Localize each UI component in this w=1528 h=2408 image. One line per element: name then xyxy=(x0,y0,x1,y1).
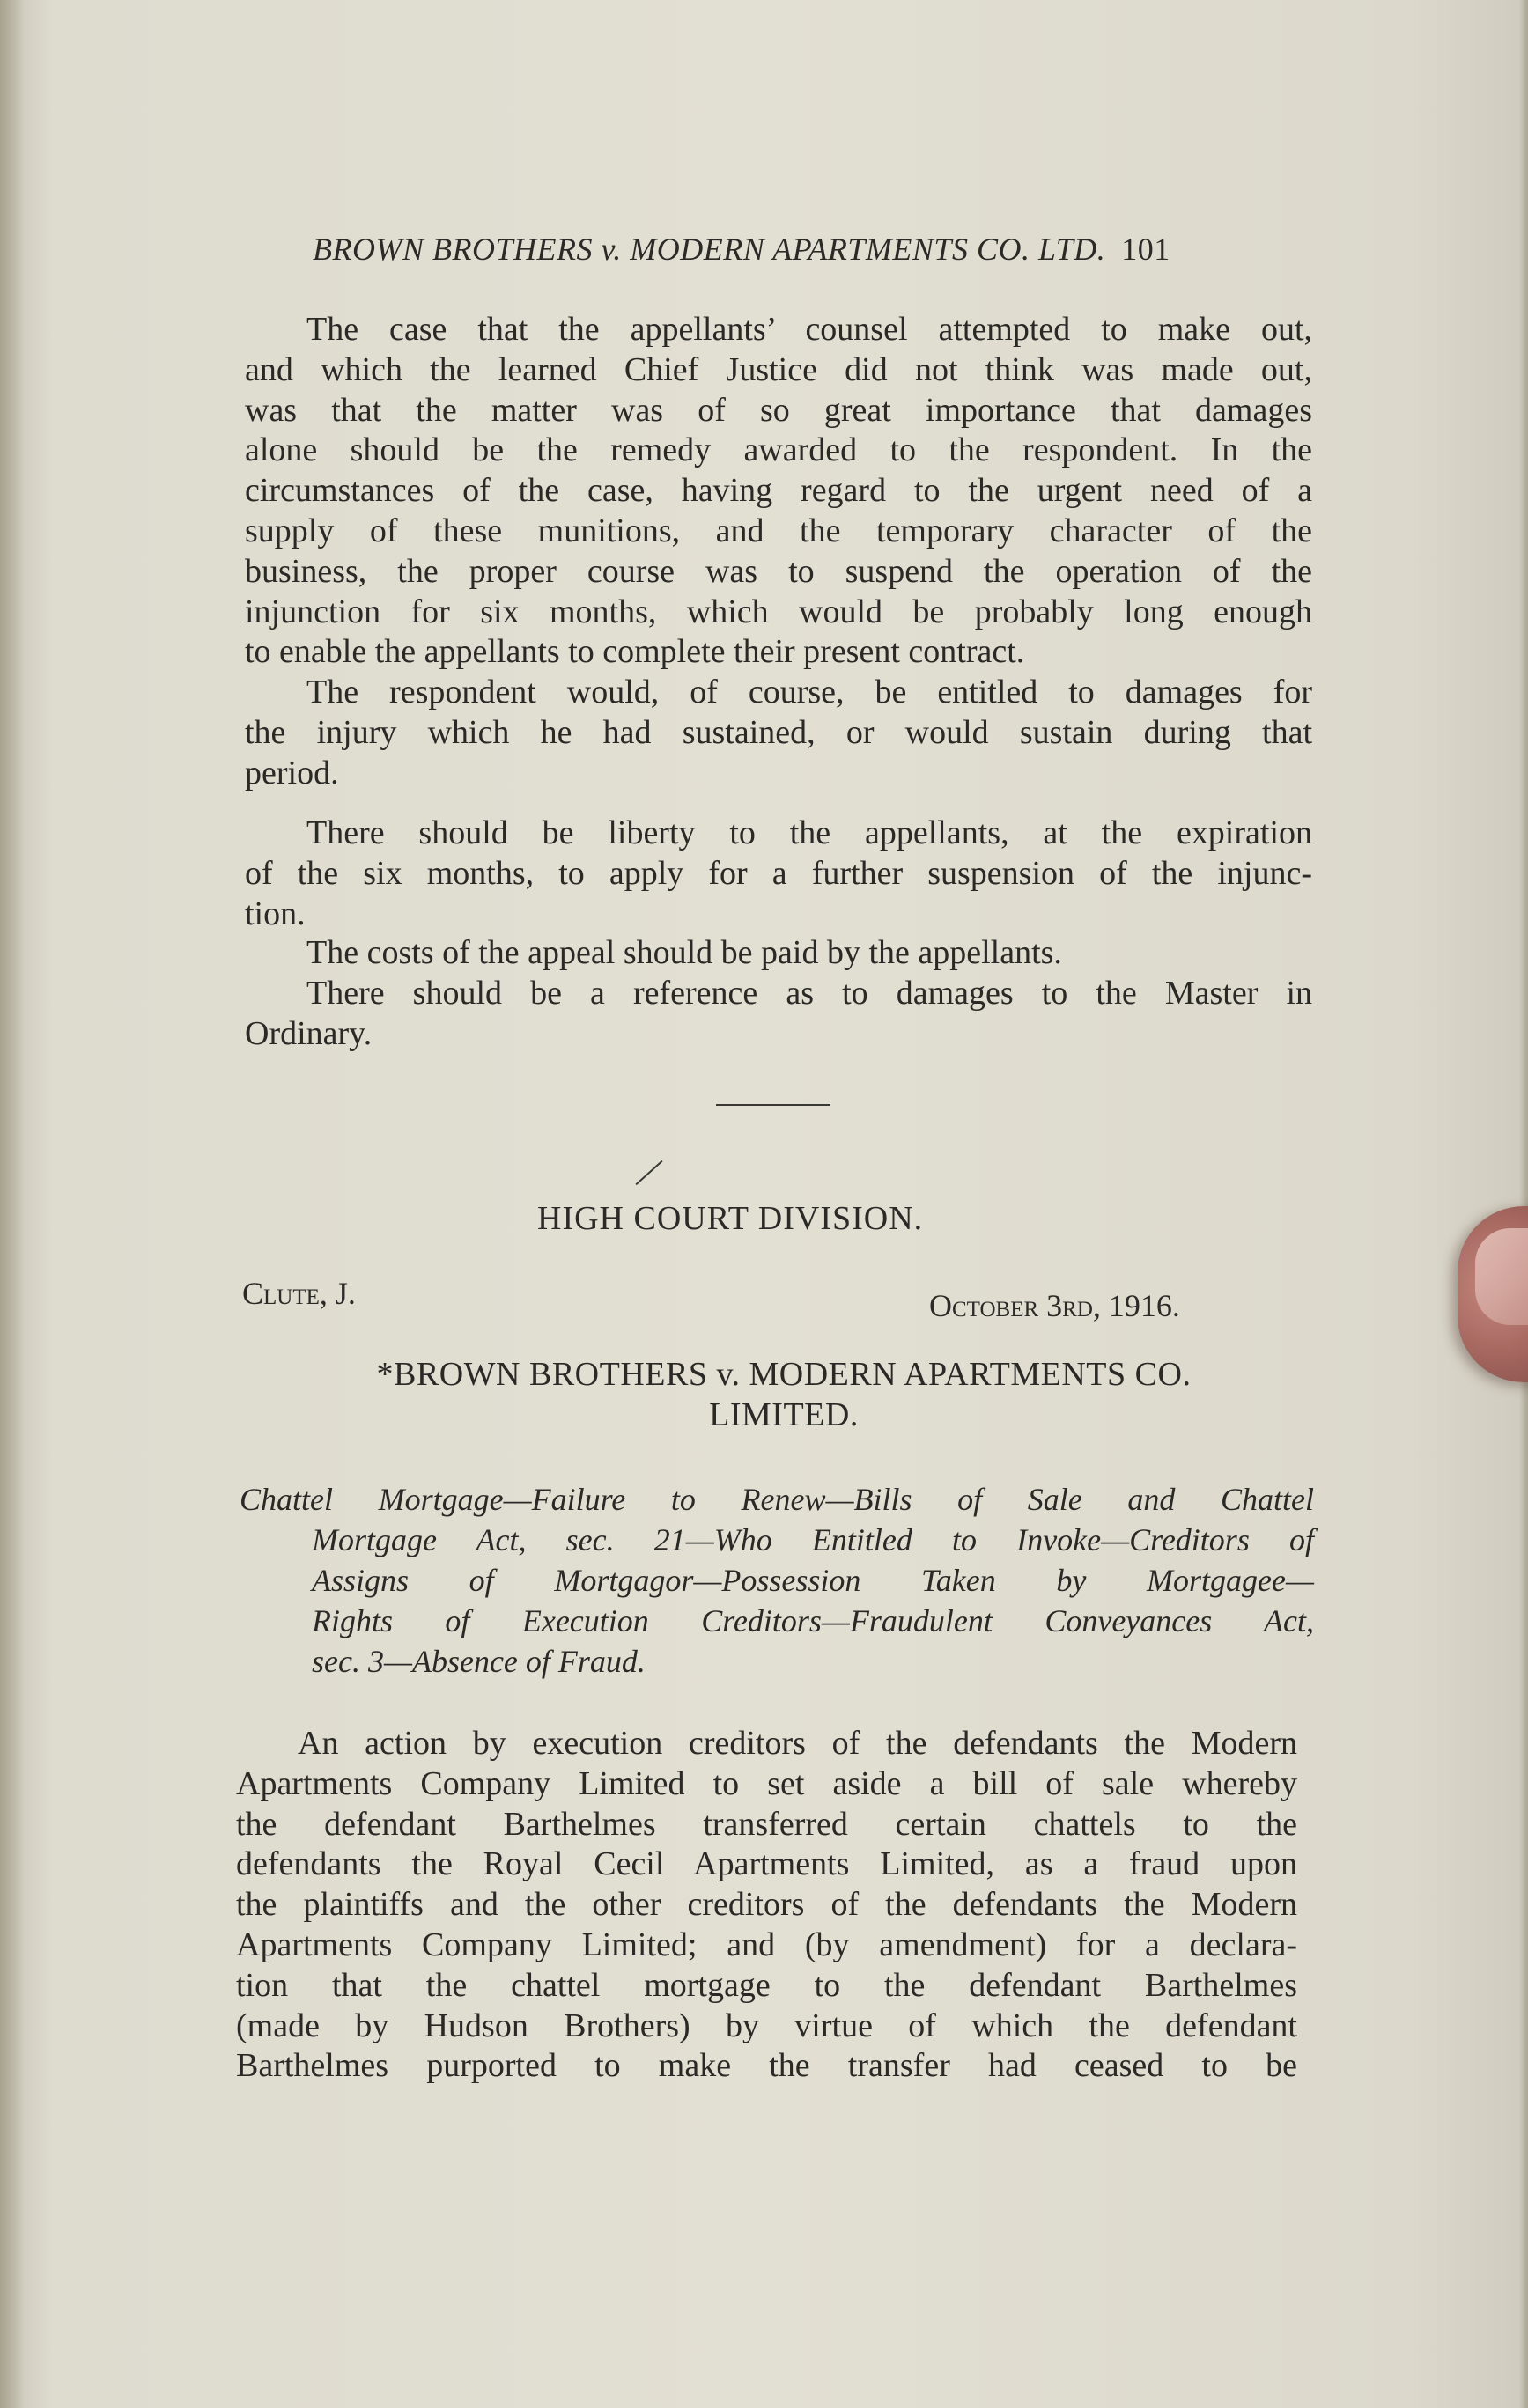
text-line: Ordinary. xyxy=(245,1014,373,1052)
text-line: supply of these munitions, and the temporary character of the xyxy=(245,512,1312,549)
text-line: injunction for six months, which would be probably long enough xyxy=(245,593,1312,630)
page-gutter-shadow xyxy=(0,0,25,2408)
text-line: An action by execution creditors of the defendants the Modern xyxy=(298,1725,1297,1762)
case-title-line: LIMITED. xyxy=(709,1396,859,1433)
text-line: and which the learned Chief Justice did not think was made out, xyxy=(245,350,1312,388)
text-line: circumstances of the case, having regard to the urgent need of a xyxy=(245,472,1312,510)
page-edge-shadow xyxy=(1519,0,1528,2408)
thumbnail-highlight xyxy=(1475,1228,1528,1325)
headnote-line: Assigns of Mortgagor—Possession Taken by Mortgagee— xyxy=(312,1563,1314,1598)
judge-name: Clute, J. xyxy=(242,1276,356,1311)
text-line: The respondent would, of course, be entitled to damages for xyxy=(306,674,1312,711)
paragraph-3 xyxy=(245,814,1312,934)
paragraph-6 xyxy=(236,1724,1297,2087)
running-header xyxy=(313,231,1170,268)
running-title: BROWN BROTHERS v. MODERN APARTMENTS CO. LTD. xyxy=(313,232,1106,267)
judgment-date: October 3rd, 1916. xyxy=(929,1288,1180,1323)
text-line: the injury which he had sustained, or would sustain during that xyxy=(245,713,1312,751)
court-division-heading: HIGH COURT DIVISION. xyxy=(537,1200,924,1237)
text-line: tion that the chattel mortgage to the defendant Barthelmes xyxy=(236,1966,1297,2004)
text-line: The costs of the appeal should be paid by the appellants. xyxy=(306,934,1062,971)
paragraph-1 xyxy=(245,310,1312,673)
case-title-line: *BROWN BROTHERS v. MODERN APARTMENTS CO. xyxy=(376,1356,1192,1393)
headnote xyxy=(240,1479,1314,1682)
text-line: Barthelmes purported to make the transfer had ceased to be xyxy=(236,2047,1297,2085)
headnote-line: sec. 3—Absence of Fraud. xyxy=(312,1644,646,1679)
text-line: the defendant Barthelmes transferred certain chattels to the xyxy=(236,1805,1297,1843)
section-divider-rule xyxy=(716,1104,830,1106)
headnote-line: Rights of Execution Creditors—Fraudulent Conveyances Act, xyxy=(312,1603,1314,1638)
text-line: the plaintiffs and the other creditors of the defendants the Modern xyxy=(236,1886,1297,1924)
text-line: defendants the Royal Cecil Apartments Limited, as a fraud upon xyxy=(236,1845,1297,1883)
text-line: period. xyxy=(245,754,339,792)
text-line: of the six months, to apply for a further suspension of the injunc- xyxy=(245,854,1312,892)
text-line: was that the matter was of so great importance that damages xyxy=(245,391,1312,429)
paragraph-2 xyxy=(245,673,1312,793)
page-number: 101 xyxy=(1121,232,1170,267)
text-line: (made by Hudson Brothers) by virtue of which the defendant xyxy=(236,2007,1297,2044)
text-line: Apartments Company Limited to set aside a bill of sale whereby xyxy=(236,1764,1297,1802)
text-line: There should be liberty to the appellants, at the expiration xyxy=(306,814,1312,851)
paragraph-4 xyxy=(245,933,1312,974)
text-line: alone should be the remedy awarded to the respondent. In the xyxy=(245,431,1312,469)
headnote-line: Chattel Mortgage—Failure to Renew—Bills of Sale and Chattel xyxy=(240,1482,1314,1517)
case-title xyxy=(273,1354,1295,1435)
text-line: There should be a reference as to damages to the Master in xyxy=(306,975,1312,1012)
text-line: Apartments Company Limited; and (by amendment) for a declara- xyxy=(236,1926,1297,1963)
text-line: business, the proper course was to suspend the operation of the xyxy=(245,552,1312,590)
text-line: The case that the appellants’ counsel attempted to make out, xyxy=(306,311,1312,348)
paragraph-5 xyxy=(245,974,1312,1055)
headnote-line: Mortgage Act, sec. 21—Who Entitled to Invoke—Creditors of xyxy=(312,1522,1314,1557)
text-line: tion. xyxy=(245,895,306,932)
text-line: to enable the appellants to complete their present contract. xyxy=(245,633,1025,671)
